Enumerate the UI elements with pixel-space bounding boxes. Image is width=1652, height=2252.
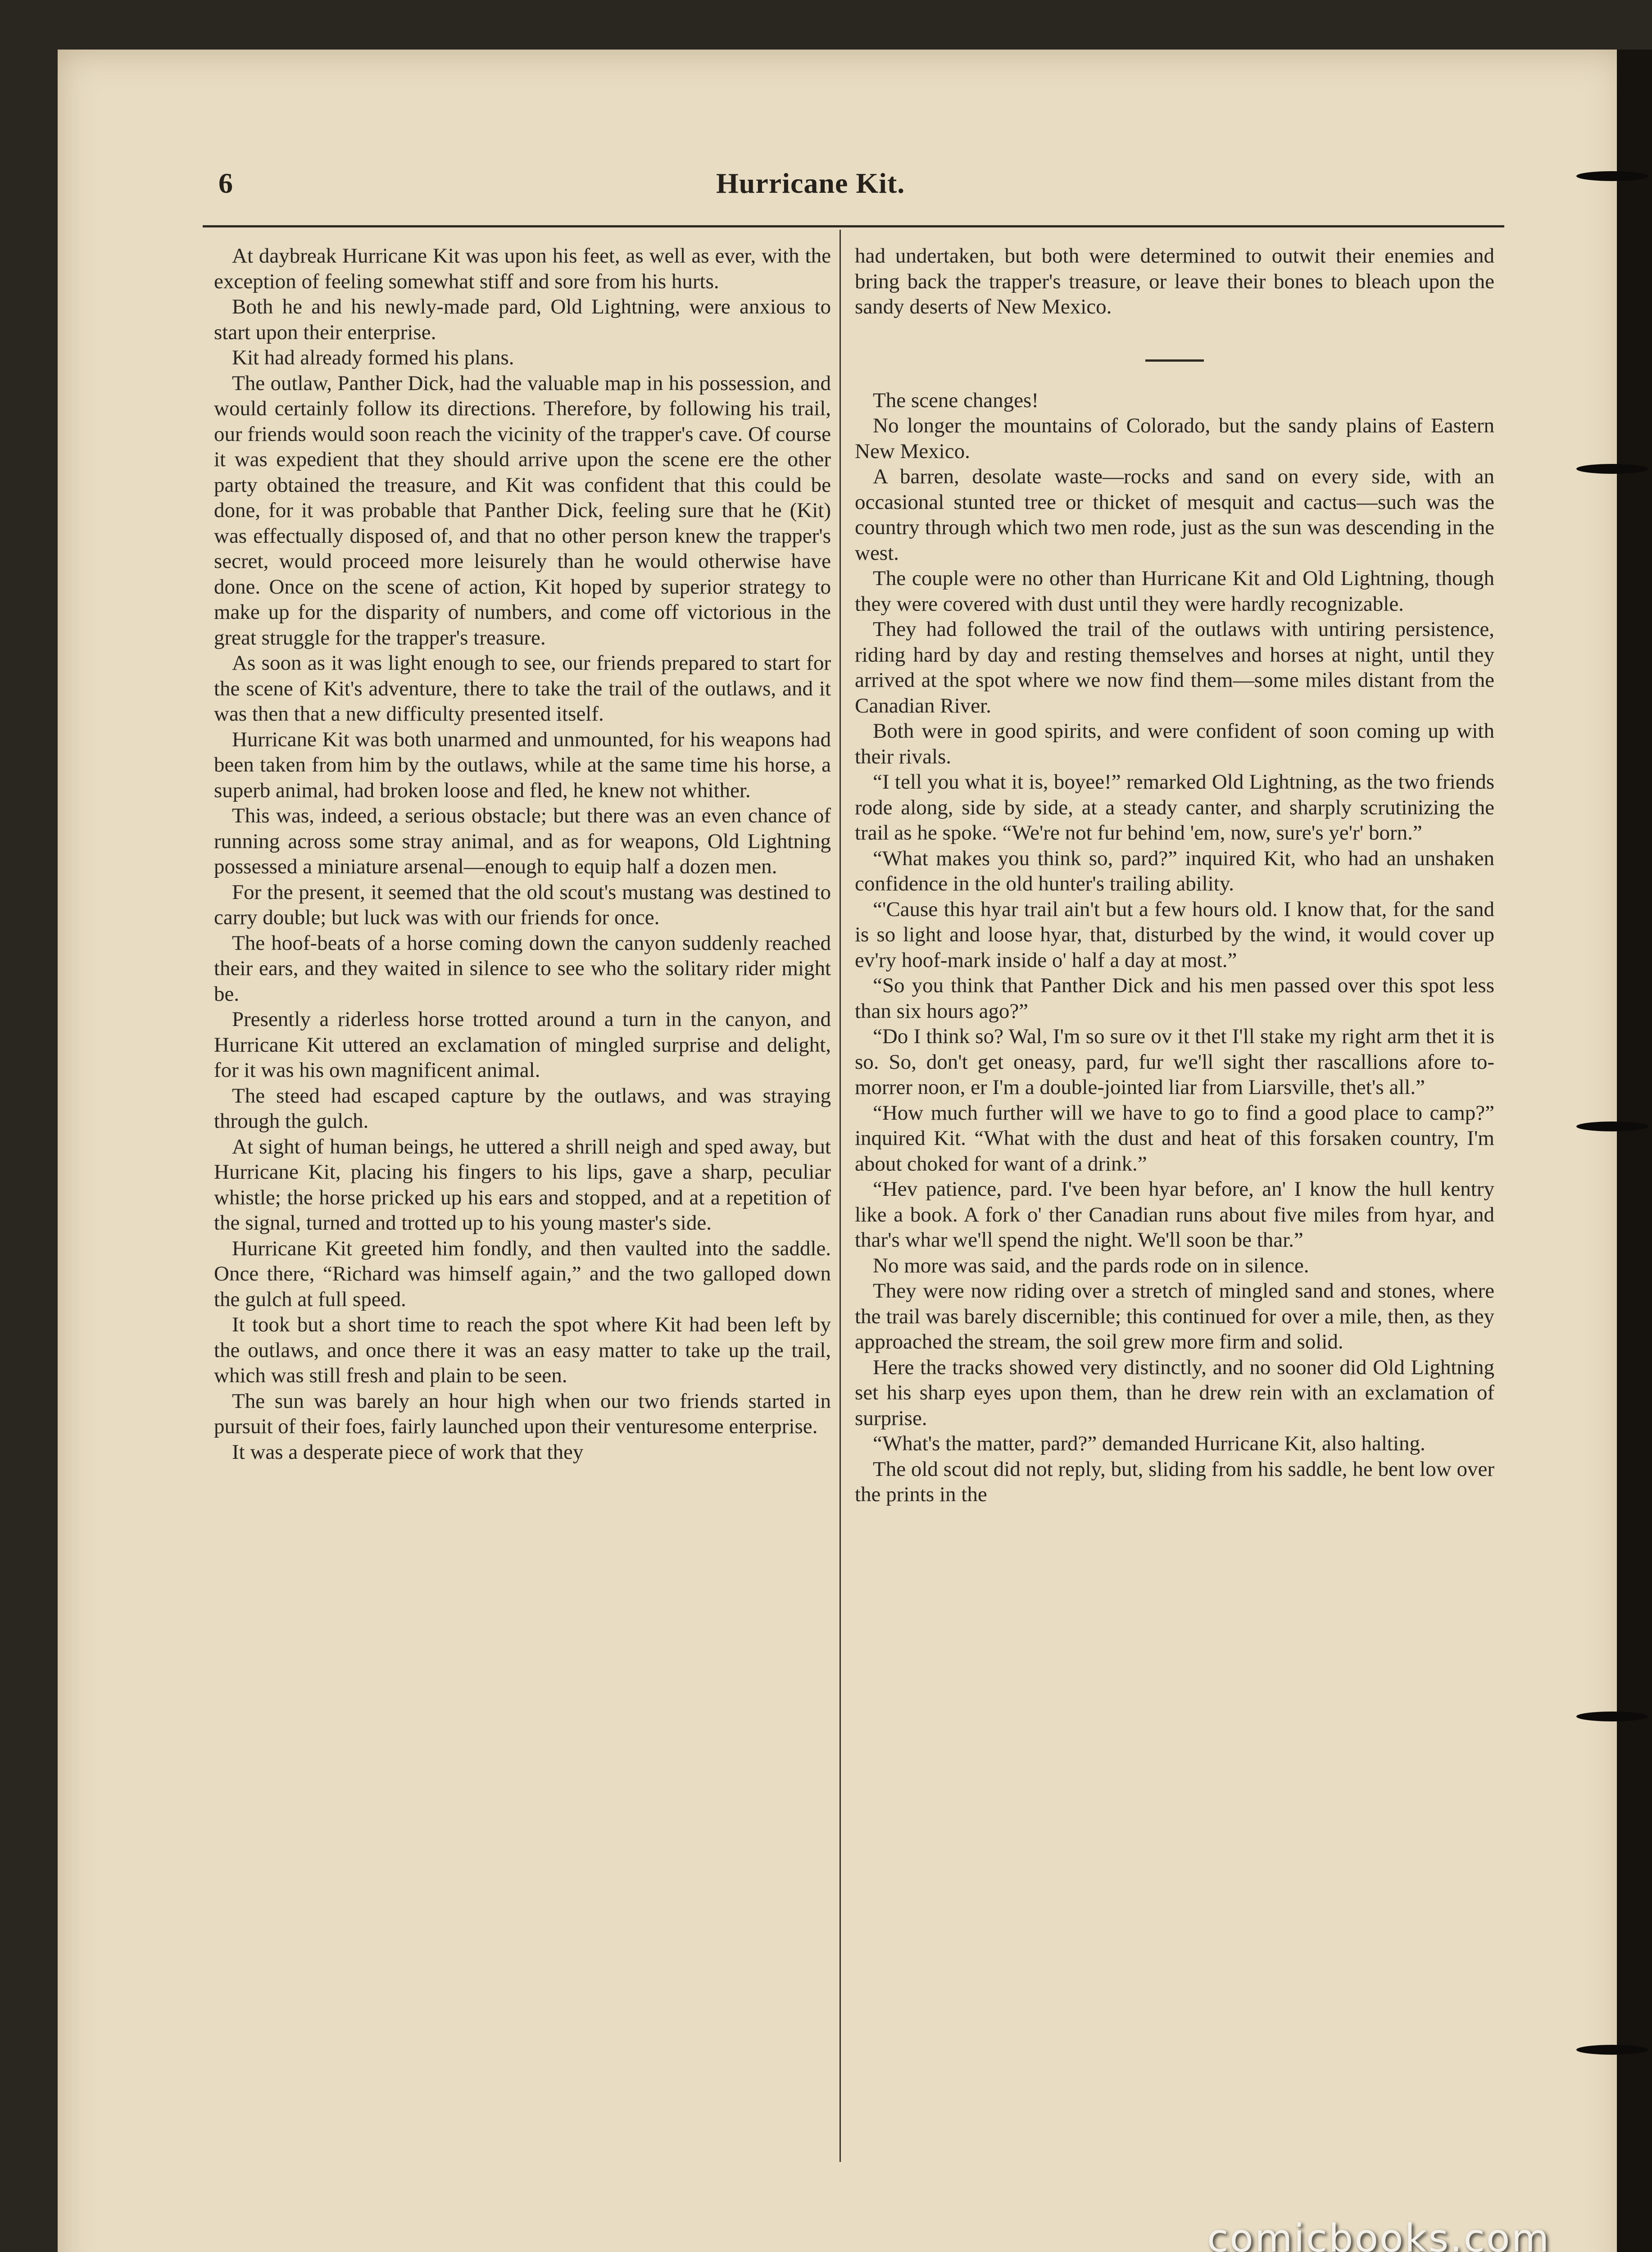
paragraph: “I tell you what it is, boyee!” remarked Old Lightning, as the two friends rode along, side by side, at a steady canter, and sharply scrutinizing the trail as he spoke. “We're not fur behind 'em, now, sure's ye'r' born.” bbox=[855, 770, 1494, 844]
paragraph: At daybreak Hurricane Kit was upon his feet, as well as ever, with the exception of feeling somewhat stiff and sore from his hurts. bbox=[214, 244, 831, 293]
paragraph: At sight of human beings, he uttered a shrill neigh and sped away, but Hurricane Kit, placing his fingers to his lips, gave a sharp, peculiar whistle; the horse pricked up his ears and stopped, and at a repetition of the signal, turned and trotted up to his young master's side. bbox=[214, 1135, 831, 1235]
paragraph: The couple were no other than Hurricane Kit and Old Lightning, though they were covered with dust until they were hardly recognizable. bbox=[855, 567, 1494, 616]
running-title: Hurricane Kit. bbox=[716, 167, 905, 199]
paragraph: “Hev patience, pard. I've been hyar before, an' I know the hull kentry like a book. A fork o' ther Canadian runs about five miles from hyar, and thar's whar we'll spend the night. We'll soon be thar.” bbox=[855, 1177, 1494, 1252]
paragraph: They had followed the trail of the outlaws with untiring persistence, riding hard by day and resting themselves and horses at night, until they arrived at the spot where we now find them—some miles distant from the Canadian River. bbox=[855, 617, 1494, 717]
paragraph: As soon as it was light enough to see, our friends prepared to start for the scene of Kit's adventure, there to take the trail of the outlaws, and it was then that a new difficulty presented itself. bbox=[214, 651, 831, 726]
paragraph: The scene changes! bbox=[873, 388, 1039, 412]
paragraph: Presently a riderless horse trotted around a turn in the canyon, and Hurricane Kit uttered an exclamation of mingled surprise and delight, for it was his own magnificent animal. bbox=[214, 1008, 831, 1082]
paragraph: The steed had escaped capture by the outlaws, and was straying through the gulch. bbox=[214, 1084, 831, 1133]
binding-stitch bbox=[1576, 464, 1648, 474]
paragraph: The old scout did not reply, but, sliding from his saddle, he bent low over the prints in the bbox=[855, 1457, 1494, 1506]
paragraph: “Do I think so? Wal, I'm so sure ov it thet I'll stake my right arm thet it is so. So, don't get oneasy, pard, fur we'll sight ther rascallions afore to-morrer noon, er I'm a double-jointed liar from Liarsville, thet's all.” bbox=[855, 1025, 1494, 1099]
paragraph: No more was said, and the pards rode on in silence. bbox=[873, 1253, 1309, 1277]
paragraph: “What's the matter, pard?” demanded Hurricane Kit, also halting. bbox=[873, 1432, 1425, 1455]
paragraph: For the present, it seemed that the old scout's mustang was destined to carry double; but luck was with our friends for once. bbox=[214, 880, 831, 929]
paragraph: “So you think that Panther Dick and his men passed over this spot less than six hours ago?” bbox=[855, 974, 1494, 1023]
paragraph: Hurricane Kit greeted him fondly, and then vaulted into the saddle. Once there, “Richard was himself again,” and the two galloped down the gulch at full speed. bbox=[214, 1236, 831, 1311]
left-column bbox=[214, 243, 831, 2180]
paragraph: The outlaw, Panther Dick, had the valuable map in his possession, and would certainly follow its directions. Therefore, by following his trail, our friends would soon reach the vicinity of the trapper's cave. Of course it was expedient that they should arrive upon the scene ere the other party obtained the treasure, and Kit was confident that this could be done, for it was probable that Panther Dick, feeling sure that he (Kit) was effectually disposed of, and that no other person knew the trapper's secret, would proceed more leisurely than he would otherwise have done. Once on the scene of action, Kit hoped by superior strategy to make up for the disparity of numbers, and come off victorious in the great struggle for the trapper's treasure. bbox=[214, 371, 831, 649]
paragraph: The sun was barely an hour high when our two friends started in pursuit of their foes, fairly launched upon their venturesome enterprise. bbox=[214, 1389, 831, 1438]
paragraph: It was a desperate piece of work that they bbox=[232, 1440, 584, 1464]
paragraph: “How much further will we have to go to find a good place to camp?” inquired Kit. “What with the dust and heat of this forsaken country, I'm about choked for want of a drink.” bbox=[855, 1101, 1494, 1176]
right-column bbox=[855, 243, 1494, 2180]
binding-stitch bbox=[1576, 171, 1648, 181]
site-watermark: comicbooks.com bbox=[1207, 2216, 1551, 2252]
header-rule bbox=[203, 225, 1504, 227]
paragraph: “'Cause this hyar trail ain't but a few hours old. I know that, for the sand is so light and loose hyar, that, disturbed by the wind, it would cover up ev'ry hoof-mark inside o' half a day at most.” bbox=[855, 897, 1494, 972]
paragraph: It took but a short time to reach the spot where Kit had been left by the outlaws, and once there it was an easy matter to take up the trail, which was still fresh and plain to be seen. bbox=[214, 1313, 831, 1387]
paragraph: Both he and his newly-made pard, Old Lightning, were anxious to start upon their enterprise. bbox=[214, 295, 831, 344]
paragraph: A barren, desolate waste—rocks and sand on every side, with an occasional stunted tree or thicket of mesquit and cactus—such was the country through which two men rode, just as the sun was descending in the west. bbox=[855, 465, 1494, 565]
paragraph: Kit had already formed his plans. bbox=[232, 346, 514, 369]
paragraph: Both were in good spirits, and were confident of soon coming up with their rivals. bbox=[855, 719, 1494, 768]
column-rule bbox=[840, 230, 841, 2162]
binding-stitch bbox=[1576, 2045, 1648, 2055]
section-divider bbox=[1145, 359, 1204, 362]
paragraph: “What makes you think so, pard?” inquired Kit, who had an unshaken confidence in the old hunter's trailing ability. bbox=[855, 846, 1494, 895]
paragraph: Here the tracks showed very distinctly, and no sooner did Old Lightning set his sharp eyes upon them, than he drew rein with an exclamation of surprise. bbox=[855, 1355, 1494, 1430]
paragraph: Hurricane Kit was both unarmed and unmounted, for his weapons had been taken from him by the outlaws, while at the same time his horse, a superb animal, had broken loose and fled, he knew not whither. bbox=[214, 727, 831, 802]
binding-stitch bbox=[1576, 1121, 1648, 1131]
paragraph-continued: had undertaken, but both were determined to outwit their enemies and bring back the trapper's treasure, or leave their bones to bleach upon the sandy deserts of New Mexico. bbox=[855, 244, 1494, 318]
binding-stitch bbox=[1576, 1712, 1648, 1721]
page-number: 6 bbox=[218, 167, 233, 199]
paragraph: No longer the mountains of Colorado, but the sandy plains of Eastern New Mexico. bbox=[855, 414, 1494, 463]
paragraph: The hoof-beats of a horse coming down the canyon suddenly reached their ears, and they waited in silence to see who the solitary rider might be. bbox=[214, 931, 831, 1006]
paragraph: They were now riding over a stretch of mingled sand and stones, where the trail was barely discernible; this continued for over a mile, then, as they approached the stream, the soil grew more firm and solid. bbox=[855, 1279, 1494, 1353]
paragraph: This was, indeed, a serious obstacle; but there was an even chance of running across some stray animal, and as for weapons, Old Lightning possessed a miniature arsenal—enough to equip half a dozen men. bbox=[214, 804, 831, 878]
binding-spine bbox=[1617, 50, 1652, 2252]
